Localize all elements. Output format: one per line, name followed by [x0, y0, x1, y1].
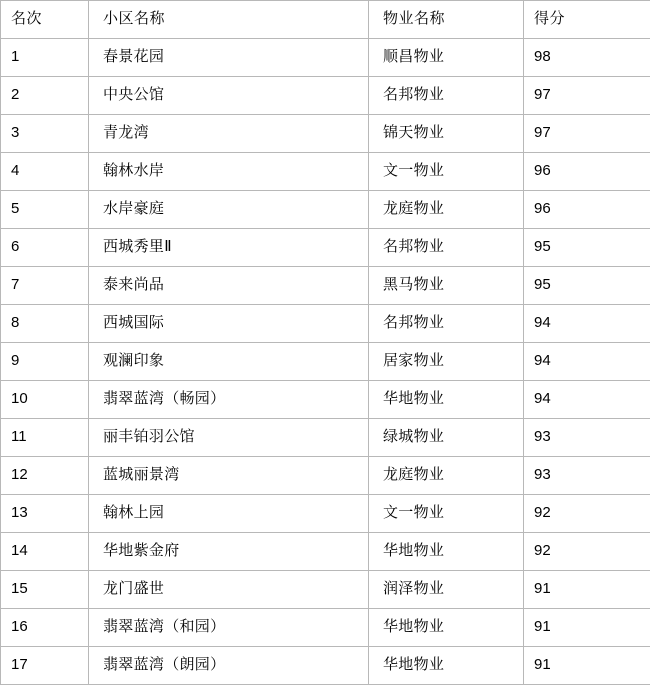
- cell-community-name: 西城秀里Ⅱ: [89, 229, 369, 267]
- cell-property-company: 锦天物业: [369, 115, 524, 153]
- cell-property-company: 华地物业: [369, 381, 524, 419]
- cell-property-company: 绿城物业: [369, 419, 524, 457]
- cell-community-name: 翡翠蓝湾（畅园）: [89, 381, 369, 419]
- cell-rank: 14: [1, 533, 89, 571]
- table-row: [1, 77, 650, 115]
- table-row: [1, 191, 650, 229]
- table-body: [1, 39, 650, 685]
- cell-score: 97: [524, 115, 650, 153]
- table-row: [1, 153, 650, 191]
- table-header: [1, 1, 650, 39]
- cell-property-company: 华地物业: [369, 609, 524, 647]
- cell-property-company: 龙庭物业: [369, 457, 524, 495]
- cell-property-company: 华地物业: [369, 647, 524, 685]
- cell-rank: 3: [1, 115, 89, 153]
- cell-property-company: 顺昌物业: [369, 39, 524, 77]
- cell-property-company: 名邦物业: [369, 77, 524, 115]
- cell-community-name: 华地紫金府: [89, 533, 369, 571]
- cell-property-company: 龙庭物业: [369, 191, 524, 229]
- cell-community-name: 西城国际: [89, 305, 369, 343]
- cell-rank: 17: [1, 647, 89, 685]
- column-header-property-company: 物业名称: [369, 1, 524, 39]
- cell-rank: 9: [1, 343, 89, 381]
- cell-community-name: 翡翠蓝湾（和园）: [89, 609, 369, 647]
- cell-rank: 4: [1, 153, 89, 191]
- cell-score: 94: [524, 305, 650, 343]
- cell-property-company: 黑马物业: [369, 267, 524, 305]
- cell-community-name: 青龙湾: [89, 115, 369, 153]
- cell-community-name: 观澜印象: [89, 343, 369, 381]
- cell-score: 96: [524, 153, 650, 191]
- cell-property-company: 文一物业: [369, 495, 524, 533]
- table-row: [1, 343, 650, 381]
- cell-community-name: 蓝城丽景湾: [89, 457, 369, 495]
- cell-score: 93: [524, 457, 650, 495]
- table-row: [1, 381, 650, 419]
- cell-score: 94: [524, 381, 650, 419]
- cell-community-name: 丽丰铂羽公馆: [89, 419, 369, 457]
- cell-rank: 12: [1, 457, 89, 495]
- cell-score: 92: [524, 495, 650, 533]
- cell-rank: 2: [1, 77, 89, 115]
- column-header-score: 得分: [524, 1, 650, 39]
- cell-property-company: 居家物业: [369, 343, 524, 381]
- cell-rank: 16: [1, 609, 89, 647]
- cell-community-name: 翰林水岸: [89, 153, 369, 191]
- column-header-community-name: 小区名称: [89, 1, 369, 39]
- cell-score: 91: [524, 609, 650, 647]
- cell-score: 93: [524, 419, 650, 457]
- cell-score: 94: [524, 343, 650, 381]
- cell-score: 95: [524, 229, 650, 267]
- cell-property-company: 润泽物业: [369, 571, 524, 609]
- table-row: [1, 229, 650, 267]
- table-row: [1, 495, 650, 533]
- table-row: [1, 419, 650, 457]
- cell-rank: 8: [1, 305, 89, 343]
- table-row: [1, 647, 650, 685]
- cell-rank: 11: [1, 419, 89, 457]
- column-header-rank: 名次: [1, 1, 89, 39]
- cell-community-name: 中央公馆: [89, 77, 369, 115]
- cell-score: 91: [524, 571, 650, 609]
- table-row: [1, 115, 650, 153]
- cell-property-company: 名邦物业: [369, 229, 524, 267]
- cell-rank: 6: [1, 229, 89, 267]
- table-row: [1, 571, 650, 609]
- cell-score: 91: [524, 647, 650, 685]
- table-header-row: [1, 1, 650, 39]
- cell-score: 98: [524, 39, 650, 77]
- cell-property-company: 华地物业: [369, 533, 524, 571]
- table-row: [1, 533, 650, 571]
- cell-rank: 13: [1, 495, 89, 533]
- cell-rank: 10: [1, 381, 89, 419]
- cell-score: 97: [524, 77, 650, 115]
- cell-rank: 1: [1, 39, 89, 77]
- cell-score: 96: [524, 191, 650, 229]
- cell-community-name: 龙门盛世: [89, 571, 369, 609]
- cell-community-name: 翡翠蓝湾（朗园）: [89, 647, 369, 685]
- cell-community-name: 春景花园: [89, 39, 369, 77]
- cell-property-company: 名邦物业: [369, 305, 524, 343]
- cell-community-name: 翰林上园: [89, 495, 369, 533]
- table-row: [1, 609, 650, 647]
- cell-property-company: 文一物业: [369, 153, 524, 191]
- table-row: [1, 267, 650, 305]
- table-row: [1, 305, 650, 343]
- cell-community-name: 水岸豪庭: [89, 191, 369, 229]
- cell-score: 92: [524, 533, 650, 571]
- cell-rank: 7: [1, 267, 89, 305]
- cell-community-name: 泰来尚品: [89, 267, 369, 305]
- cell-score: 95: [524, 267, 650, 305]
- table-row: [1, 457, 650, 495]
- cell-rank: 15: [1, 571, 89, 609]
- table-row: [1, 39, 650, 77]
- cell-rank: 5: [1, 191, 89, 229]
